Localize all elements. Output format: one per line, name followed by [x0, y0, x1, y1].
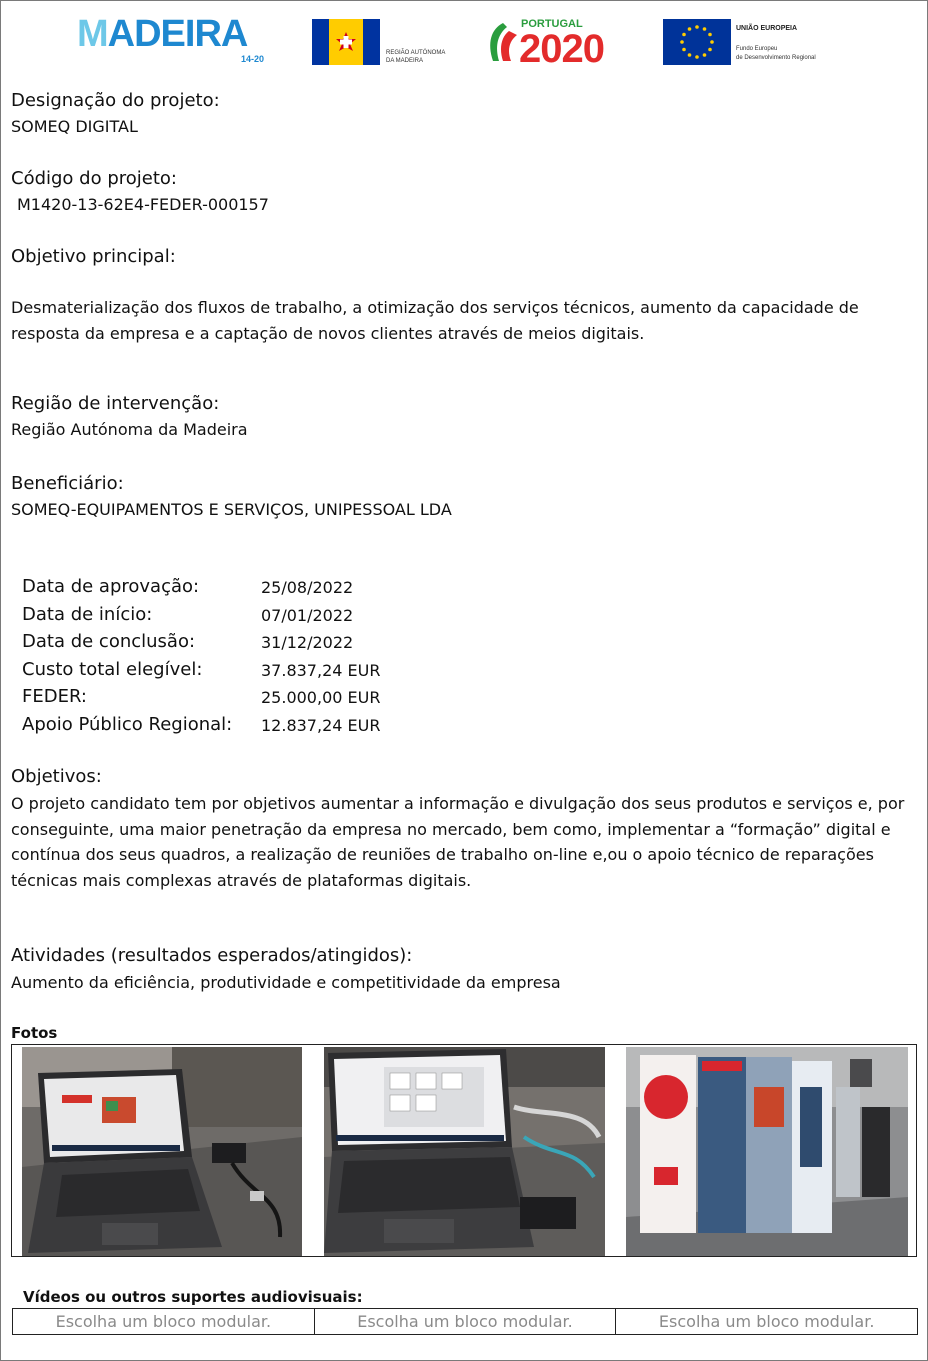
- laptop-photo-icon: [22, 1047, 302, 1256]
- portugal2020-mark-icon: [485, 21, 519, 65]
- regiao-autonoma-text: [386, 49, 445, 65]
- eu-subtitle: [736, 45, 816, 63]
- madeira-flag-icon: [312, 19, 380, 65]
- designacao-value: SOMEQ DIGITAL: [11, 117, 138, 136]
- beneficiario-label: Beneficiário:: [11, 473, 124, 494]
- photo-laptop-1: [22, 1047, 302, 1256]
- regiao-value: Região Autónoma da Madeira: [11, 420, 248, 439]
- photo-stand: [626, 1047, 908, 1256]
- detail-value: 37.837,24 EUR: [261, 660, 381, 680]
- eu-flag-icon: [663, 19, 731, 65]
- objetivo-principal-value: Desmaterialização dos fluxos de trabalho, a otimização dos serviços técnicos, aumento da capacidade de resposta da empresa e a captação de novos clientes através de meios digitais.: [11, 298, 859, 343]
- designacao-label: Designação do projeto:: [11, 90, 220, 111]
- laptop-photo-icon: [324, 1047, 605, 1256]
- logo-strip: [1, 1, 927, 81]
- stand-photo-icon: [626, 1047, 908, 1256]
- photo-laptop-2: [324, 1047, 605, 1256]
- codigo-value: M1420-13-62E4-FEDER-000157: [17, 195, 269, 214]
- beneficiario-value: SOMEQ-EQUIPAMENTOS E SERVIÇOS, UNIPESSOAL LDA: [11, 500, 452, 519]
- video-placeholder-cell[interactable]: Escolha um bloco modular.: [616, 1309, 918, 1335]
- detail-value: 07/01/2022: [261, 605, 354, 625]
- regiao-text-line2: DA MADEIRA: [386, 58, 424, 64]
- eu-sub-line1: Fundo Europeu: [736, 46, 778, 52]
- objetivo-principal-label: Objetivo principal:: [11, 246, 176, 267]
- madeira-logo-word: MADEIRA: [77, 13, 248, 55]
- eu-title: UNIÃO EUROPEIA: [736, 25, 798, 32]
- videos-label: Vídeos ou outros suportes audiovisuais:: [23, 1288, 363, 1306]
- detail-label: Data de início:: [22, 603, 153, 625]
- detail-label: Apoio Público Regional:: [22, 713, 233, 735]
- eu-sub-line2: de Desenvolvimento Regional: [736, 55, 816, 61]
- detail-value: 25/08/2022: [261, 578, 354, 597]
- portugal2020-label: PORTUGAL: [521, 18, 583, 30]
- portugal2020-year: 2020: [519, 27, 604, 71]
- photos-box: [11, 1044, 917, 1257]
- detail-label: Data de conclusão:: [22, 631, 196, 652]
- codigo-label: Código do projeto:: [11, 168, 177, 189]
- regiao-text-line1: REGIÃO AUTÓNOMA: [386, 50, 446, 56]
- detail-value: 31/12/2022: [261, 633, 354, 652]
- regiao-label: Região de intervenção:: [11, 393, 220, 414]
- detail-label: Data de aprovação:: [22, 576, 200, 597]
- objetivos-label: Objetivos:: [11, 766, 102, 787]
- madeira-logo-sub: 14-20: [241, 54, 265, 64]
- atividades-label: Atividades (resultados esperados/atingidos):: [11, 945, 413, 966]
- detail-label: Custo total elegível:: [22, 658, 203, 680]
- detail-value: 12.837,24 EUR: [261, 715, 381, 735]
- objetivos-value: O projeto candidato tem por objetivos aumentar a informação e divulgação dos seus produtos e serviços e, por conseguinte, uma maior penetração da empresa no mercado, bem como, implementar a “formação” digital e contínua dos seus quadros, a realização de reuniões de trabalho on-line e,ou o apoio técnico de reparações técnicas mais complexas através de plataformas digitais.: [11, 794, 905, 890]
- detail-value: 25.000,00 EUR: [261, 688, 381, 707]
- videos-table: [12, 1308, 918, 1335]
- detail-label: FEDER:: [22, 686, 87, 707]
- video-placeholder-cell[interactable]: Escolha um bloco modular.: [13, 1309, 315, 1335]
- fotos-label: Fotos: [11, 1024, 58, 1042]
- video-placeholder-cell[interactable]: Escolha um bloco modular.: [314, 1309, 616, 1335]
- atividades-value: Aumento da eficiência, produtividade e competitividade da empresa: [11, 973, 561, 992]
